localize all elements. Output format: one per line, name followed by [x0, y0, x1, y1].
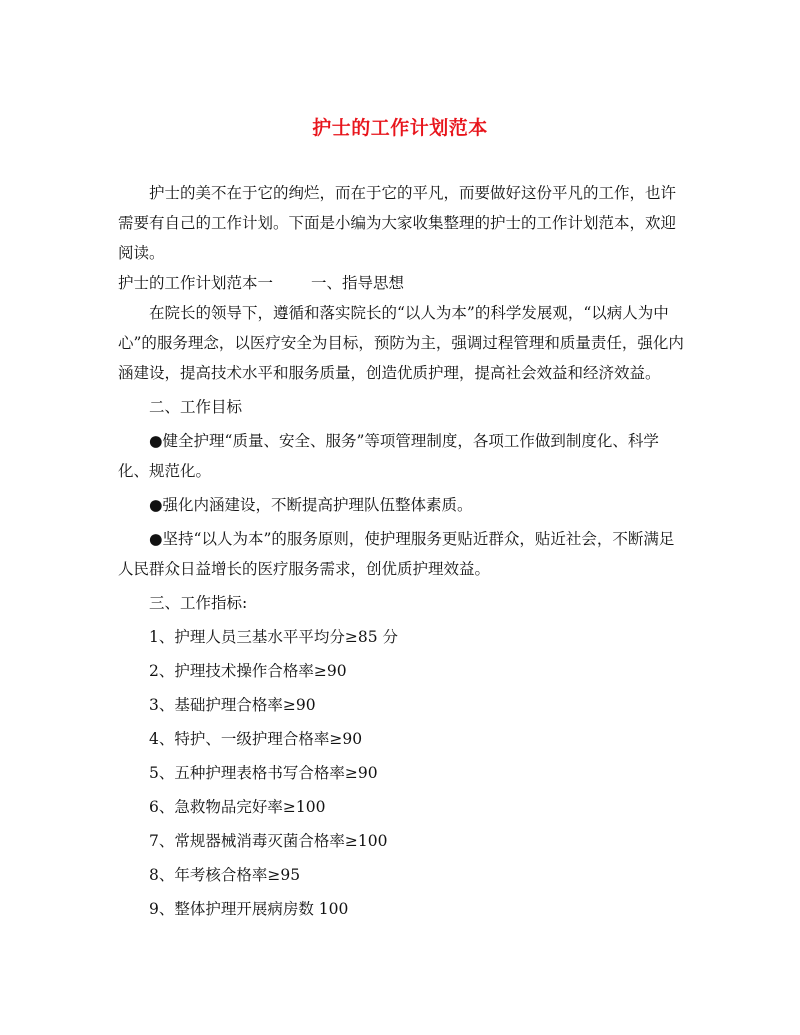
intro-paragraph: 护士的美不在于它的绚烂，而在于它的平凡，而要做好这份平凡的工作，也许需要有自己的工作计划。下面是小编为大家收集整理的护士的工作计划范本，欢迎阅读。 — [118, 184, 677, 262]
indicator-item: 1、护理人员三基水平平均分≥85 分 — [149, 628, 399, 646]
section-title: 护士的工作计划范本一 — [118, 274, 274, 292]
indicator-item: 2、护理技术操作合格率≥90 — [149, 662, 347, 680]
indicator-item: 8、年考核合格率≥95 — [149, 866, 301, 884]
indicator-item: 9、整体护理开展病房数 100 — [149, 900, 349, 918]
goals-heading: 二、工作目标 — [149, 398, 243, 416]
guiding-heading: 一、指导思想 — [311, 274, 405, 292]
goal-item: ●强化内涵建设，不断提高护理队伍整体素质。 — [149, 496, 473, 514]
goal-item: ●健全护理“质量、安全、服务”等项管理制度，各项工作做到制度化、科学化、规范化。 — [118, 432, 659, 480]
indicators-list — [118, 622, 684, 924]
goals-list — [118, 426, 684, 584]
document-body — [118, 178, 684, 924]
indicator-item: 4、特护、一级护理合格率≥90 — [149, 730, 363, 748]
document-title: 护士的工作计划范本 — [312, 117, 488, 139]
goal-item: ●坚持“以人为本”的服务原则，使护理服务更贴近群众，贴近社会，不断满足人民群众日益增长的医疗服务需求，创优质护理效益。 — [118, 530, 675, 578]
section-heading-line — [118, 268, 684, 298]
guiding-paragraph: 在院长的领导下，遵循和落实院长的“以人为本”的科学发展观，“以病人为中心”的服务理念，以医疗安全为目标，预防为主，强调过程管理和质量责任，强化内涵建设，提高技术水平和服务质量，创造优质护理，提高社会效益和经济效益。 — [118, 304, 684, 382]
indicator-item: 7、常规器械消毒灭菌合格率≥100 — [149, 832, 388, 850]
indicator-item: 6、急救物品完好率≥100 — [149, 798, 326, 816]
indicator-item: 5、五种护理表格书写合格率≥90 — [149, 764, 378, 782]
indicator-item: 3、基础护理合格率≥90 — [149, 696, 316, 714]
indicators-heading: 三、工作指标: — [149, 594, 248, 612]
